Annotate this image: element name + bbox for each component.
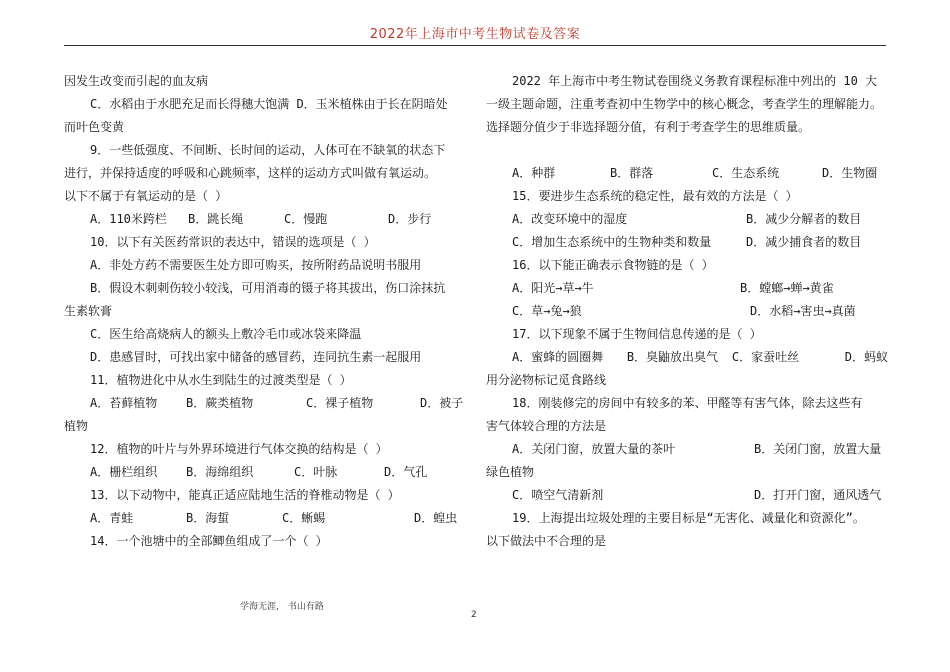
options-q15-ab	[486, 208, 888, 231]
question-18: 18．刚装修完的房间中有较多的苯、甲醛等有害气体，除去这些有	[512, 396, 863, 410]
option-d: D．水稻→害虫→真菌	[750, 304, 856, 318]
options-q16-ab	[486, 277, 888, 300]
option-a: A．关闭门窗，放置大量的茶叶	[512, 442, 676, 456]
footer-motto: 学海无涯， 书山有路	[240, 602, 324, 612]
page-number: 2	[471, 610, 477, 620]
text-line: 绿色植物	[486, 465, 535, 479]
intro-paragraph: 2022 年上海市中考生物试卷围绕义务教育课程标准中列出的 10 大	[512, 74, 878, 88]
option-b: B．关闭门窗，放置大量	[754, 442, 882, 456]
question-12: 12．植物的叶片与外界环境进行气体交换的结构是（ ）	[90, 442, 388, 456]
question-13: 13．以下动物中，能真正适应陆地生活的脊椎动物是（ ）	[90, 488, 400, 502]
option-c: C．叶脉	[294, 465, 338, 479]
right-column	[486, 70, 888, 553]
question-17: 17．以下现象不属于生物间信息传递的是（ ）	[512, 327, 762, 341]
question-19: 19．上海提出垃圾处理的主要目标是“无害化、减量化和资源化”。	[512, 511, 865, 525]
question-14: 14．一个池塘中的全部鲫鱼组成了一个（ ）	[90, 534, 328, 548]
options-q13	[64, 507, 464, 530]
option-d: D．步行	[388, 212, 432, 226]
options-q14	[486, 162, 888, 185]
option-c: C．喷空气清新剂	[512, 488, 604, 502]
option-a: A．110米跨栏	[90, 212, 167, 226]
options-q17	[486, 346, 888, 369]
option-b: B．跳长绳	[188, 212, 244, 226]
option-line: D．患感冒时，可找出家中储备的感冒药，连同抗生素一起服用	[90, 350, 422, 364]
options-q12	[64, 461, 464, 484]
page-title: 2022年上海市中考生物试卷及答案	[369, 27, 581, 42]
option-d: D．打开门窗，通风透气	[754, 488, 882, 502]
option-a: A．种群	[512, 166, 556, 180]
option-line: B．假设木刺刺伤较小较浅，可用消毒的镊子将其拔出，伤口涂抹抗	[90, 281, 446, 295]
option-b: B．蕨类植物	[186, 396, 254, 410]
text-line: 因发生改变而引起的血友病	[64, 74, 209, 88]
option-a: A．阳光→草→牛	[512, 281, 594, 295]
option-b: B．海蜇	[186, 511, 230, 525]
text-line: 而叶色变黄	[64, 120, 125, 134]
text-line: 以下做法中不合理的是	[486, 534, 607, 548]
options-q11	[64, 392, 464, 415]
option-b: B．减少分解者的数目	[746, 212, 862, 226]
option-a: A．改变环境中的湿度	[512, 212, 628, 226]
question-10: 10．以下有关医药常识的表达中，错误的选项是（ ）	[90, 235, 376, 249]
option-b: B．海绵组织	[186, 465, 254, 479]
text-line: 选择题分值少于非选择题分值，有利于考查学生的思维质量。	[486, 120, 811, 134]
option-c: C．家蚕吐丝	[731, 350, 800, 364]
text-line: 植物	[64, 419, 89, 433]
option-d: D．气孔	[384, 465, 428, 479]
question-15: 15．要进步生态系统的稳定性，最有效的方法是（ ）	[512, 189, 798, 203]
option-line: A．非处方药不需要医生处方即可购买，按所附药品说明书服用	[90, 258, 422, 272]
text-line: 进行，并保持适度的呼吸和心跳频率，这样的运动方式叫做有氧运动。	[64, 166, 437, 180]
option-c: C．草→兔→狼	[512, 304, 582, 318]
option-d: D．生物圈	[822, 166, 878, 180]
text-line: 一级主题命题，注重考查初中生物学中的核心概念，考查学生的理解能力。	[486, 97, 883, 111]
header-rule	[64, 45, 886, 46]
option-b: B．群落	[610, 166, 654, 180]
options-q18-cd	[486, 484, 888, 507]
options-q9	[64, 208, 464, 231]
option-c: C．裸子植物	[306, 396, 374, 410]
option-c: C．增加生态系统中的生物种类和数量	[512, 235, 712, 249]
option-d: D．蝗虫	[414, 511, 458, 525]
text-line: 用分泌物标记觅食路线	[486, 373, 607, 387]
option-b: B．臭鼬放出臭气	[626, 350, 719, 364]
option-c: C．慢跑	[284, 212, 328, 226]
spacer	[486, 139, 888, 162]
options-q16-cd	[486, 300, 888, 323]
text-line: 以下不属于有氧运动的是（ ）	[64, 189, 228, 203]
text-line: 害气体较合理的方法是	[486, 419, 607, 433]
option-a: A．苔藓植物	[90, 396, 158, 410]
option-a: A．蜜蜂的圆圈舞	[512, 350, 604, 364]
option-a: A．栅栏组织	[90, 465, 158, 479]
text-line: 生素软膏	[64, 304, 113, 318]
option-c: C．蜥蜴	[282, 511, 326, 525]
option-d: D．被子	[420, 396, 464, 410]
option-d: D．蚂蚁	[844, 350, 888, 364]
option-c: C．生态系统	[712, 166, 780, 180]
option-line: C．医生给高烧病人的额头上敷冷毛巾或冰袋来降温	[90, 327, 362, 341]
option-line: C．水稻由于水肥充足而长得穗大饱满 D．玉米植株由于长在阴暗处	[90, 97, 448, 111]
question-9: 9．一些低强度、不间断、长时间的运动，人体可在不缺氧的状态下	[90, 143, 446, 157]
option-b: B．螳螂→蝉→黄雀	[740, 281, 834, 295]
question-11: 11．植物进化中从水生到陆生的过渡类型是（ ）	[90, 373, 352, 387]
options-q15-cd	[486, 231, 888, 254]
question-16: 16．以下能正确表示食物链的是（ ）	[512, 258, 714, 272]
option-d: D．减少捕食者的数目	[746, 235, 862, 249]
option-a: A．青蛙	[90, 511, 134, 525]
left-column	[64, 70, 464, 553]
options-q18-ab	[486, 438, 888, 461]
